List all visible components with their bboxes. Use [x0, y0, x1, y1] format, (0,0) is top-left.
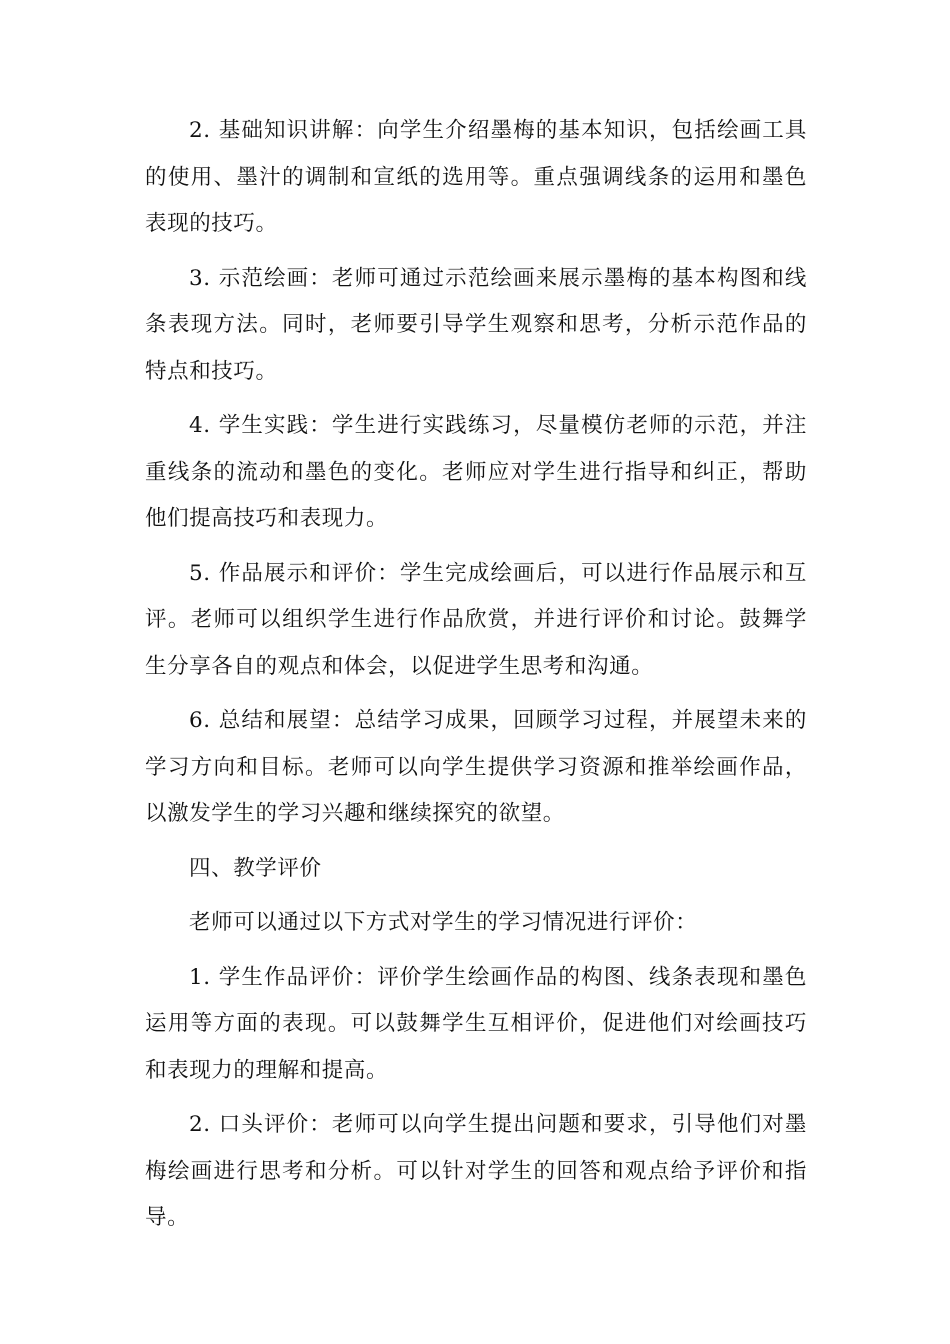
list-item-oral-evaluation: 2. 口头评价：老师可以向学生提出问题和要求，引导他们对墨梅绘画进行思考和分析。可以针对学生的回答和观点给予评价和指导。: [145, 1112, 807, 1230]
list-item-work-display: 5. 作品展示和评价：学生完成绘画后，可以进行作品展示和互评。老师可以组织学生进行作品欣赏，并进行评价和讨论。鼓舞学生分享各自的观点和体会，以促进学生思考和沟通。: [145, 560, 807, 679]
evaluation-intro: 老师可以通过以下方式对学生的学习情况进行评价：: [189, 910, 698, 935]
list-item-demonstration: 3. 示范绘画：老师可通过示范绘画来展示墨梅的基本构图和线条表现方法。同时，老师要引导学生观察和思考，分析示范作品的特点和技巧。: [145, 265, 807, 384]
list-item-work-evaluation: 1. 学生作品评价：评价学生绘画作品的构图、线条表现和墨色运用等方面的表现。可以鼓舞学生互相评价，促进他们对绘画技巧和表现力的理解和提高。: [145, 964, 807, 1083]
list-item-student-practice: 4. 学生实践：学生进行实践练习，尽量模仿老师的示范，并注重线条的流动和墨色的变化。老师应对学生进行指导和纠正，帮助他们提高技巧和表现力。: [145, 413, 807, 531]
list-item-basic-knowledge: 2. 基础知识讲解：向学生介绍墨梅的基本知识，包括绘画工具的使用、墨汁的调制和宣纸的选用等。重点强调线条的运用和墨色表现的技巧。: [145, 118, 807, 236]
list-item-summary: 6. 总结和展望：总结学习成果，回顾学习过程，并展望未来的学习方向和目标。老师可以向学生提供学习资源和推举绘画作品，以激发学生的学习兴趣和继续探究的欲望。: [145, 708, 807, 826]
document-body: [145, 108, 807, 1242]
section-heading-evaluation: 四、教学评价: [189, 855, 322, 881]
